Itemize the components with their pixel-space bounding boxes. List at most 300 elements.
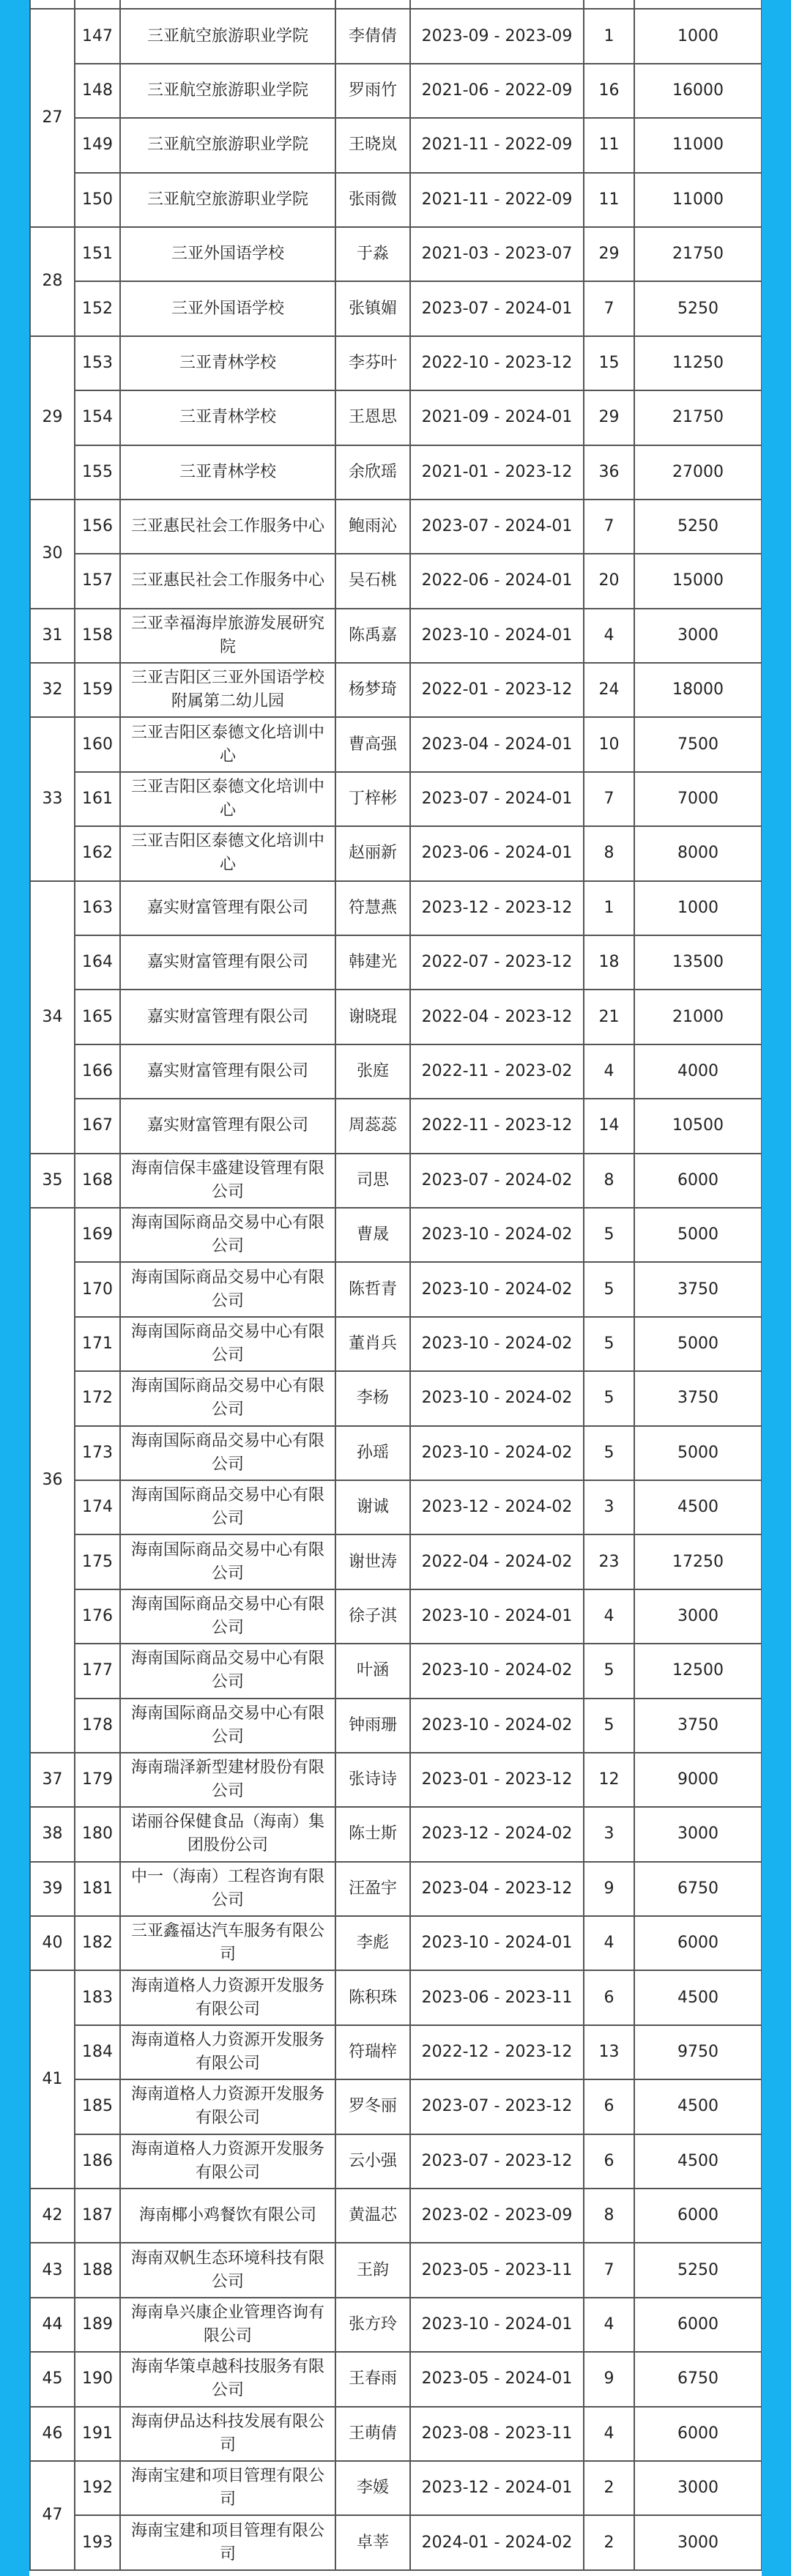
company-cell: 三亚航空旅游职业学院 [120, 173, 335, 227]
table-row [30, 1753, 762, 1807]
table-row [30, 990, 762, 1044]
seq-cell: 149 [75, 118, 120, 172]
name-cell: 曹晟 [335, 1208, 410, 1262]
months-cell: 5 [584, 1317, 634, 1371]
company-cell: 海南伊品达科技发展有限公司 [120, 2407, 335, 2461]
company-cell: 海南双帆生态环境科技有限公司 [120, 2243, 335, 2297]
period-cell: 2023-12 - 2023-12 [410, 881, 584, 935]
months-cell: 4 [584, 1589, 634, 1644]
months-cell: 6 [584, 1970, 634, 2024]
table-row [30, 1208, 762, 1262]
amount-cell: 4500 [634, 2134, 762, 2189]
period-cell: 2023-10 - 2024-01 [410, 1589, 584, 1644]
table-row [30, 609, 762, 663]
table-row [30, 554, 762, 608]
seq-cell: 182 [75, 1916, 120, 1970]
months-cell: 11 [584, 118, 634, 172]
amount-cell: 4500 [634, 1970, 762, 2024]
months-cell: 10 [584, 717, 634, 771]
name-cell: 张庭 [335, 1044, 410, 1099]
period-cell: 2023-07 - 2024-02 [410, 1154, 584, 1208]
period-cell: 2021-09 - 2024-01 [410, 390, 584, 445]
period-cell: 2023-10 - 2024-02 [410, 1371, 584, 1425]
table-row [30, 64, 762, 118]
company-cell: 海南宝建和项目管理有限公司 [120, 2515, 335, 2569]
name-cell: 罗雨竹 [335, 64, 410, 118]
seq-cell: 167 [75, 1099, 120, 1153]
seq-cell: 192 [75, 2461, 120, 2515]
company-cell: 嘉实财富管理有限公司 [120, 881, 335, 935]
name-cell: 王萌倩 [335, 2407, 410, 2461]
seq-cell: 176 [75, 1589, 120, 1644]
table-row [30, 1699, 762, 1753]
period-cell: 2023-10 - 2024-02 [410, 1317, 584, 1371]
amount-cell: 1000 [634, 9, 762, 63]
table-row [30, 2515, 762, 2569]
seq-cell: 150 [75, 173, 120, 227]
seq-cell: 191 [75, 2407, 120, 2461]
group-number-cell: 27 [30, 9, 75, 227]
name-cell: 于淼 [335, 227, 410, 281]
period-cell: 2022-06 - 2024-01 [410, 554, 584, 608]
months-cell: 5 [584, 1208, 634, 1262]
seq-cell: 172 [75, 1371, 120, 1425]
amount-cell: 5250 [634, 500, 762, 554]
amount-cell: 3750 [634, 1262, 762, 1316]
company-cell: 海南瑞泽新型建材股份有限公司 [120, 1753, 335, 1807]
period-cell: 2021-01 - 2023-12 [410, 445, 584, 500]
amount-cell: 6000 [634, 2298, 762, 2352]
months-cell: 9 [584, 2352, 634, 2406]
name-cell: 韩建光 [335, 935, 410, 990]
table-row [30, 1644, 762, 1698]
company-cell: 三亚惠民社会工作服务中心 [120, 554, 335, 608]
amount-cell: 6000 [634, 1916, 762, 1970]
seq-cell: 155 [75, 445, 120, 500]
months-cell: 4 [584, 1044, 634, 1099]
period-cell: 2023-07 - 2023-12 [410, 2079, 584, 2134]
company-cell: 三亚青林学校 [120, 445, 335, 500]
group-number-cell: 33 [30, 717, 75, 880]
group-number-cell: 40 [30, 1916, 75, 1970]
name-cell: 杨梦琦 [335, 663, 410, 717]
months-cell: 15 [584, 336, 634, 390]
table-row [30, 1970, 762, 2024]
group-number-cell: 34 [30, 881, 75, 1154]
table-row [30, 2189, 762, 2243]
months-cell: 7 [584, 772, 634, 826]
name-cell: 鲍雨沁 [335, 500, 410, 554]
months-cell: 11 [584, 173, 634, 227]
table-row [30, 1589, 762, 1644]
months-cell: 2 [584, 2461, 634, 2515]
name-cell: 王晓岚 [335, 118, 410, 172]
amount-cell: 13500 [634, 935, 762, 990]
amount-cell: 3750 [634, 1371, 762, 1425]
amount-cell: 21750 [634, 390, 762, 445]
amount-cell: 11000 [634, 118, 762, 172]
name-cell: 李倩倩 [335, 9, 410, 63]
period-cell: 2023-10 - 2024-02 [410, 1644, 584, 1698]
name-cell: 李杨 [335, 1371, 410, 1425]
seq-cell: 171 [75, 1317, 120, 1371]
table-row [30, 2025, 762, 2079]
period-cell: 2024-01 - 2024-02 [410, 2515, 584, 2569]
amount-cell: 6750 [634, 2352, 762, 2406]
seq-cell: 180 [75, 1807, 120, 1861]
company-cell: 三亚外国语学校 [120, 227, 335, 281]
company-cell: 海南道格人力资源开发服务有限公司 [120, 2025, 335, 2079]
period-cell: 2023-06 - 2023-11 [410, 1970, 584, 2024]
name-cell: 陈士斯 [335, 1807, 410, 1861]
company-cell: 三亚青林学校 [120, 390, 335, 445]
seq-cell: 174 [75, 1480, 120, 1534]
amount-cell: 12500 [634, 1644, 762, 1698]
company-cell: 三亚青林学校 [120, 336, 335, 390]
months-cell: 5 [584, 1644, 634, 1698]
seq-cell: 162 [75, 826, 120, 880]
seq-cell: 177 [75, 1644, 120, 1698]
period-cell: 2023-10 - 2024-01 [410, 2298, 584, 2352]
amount-cell: 9750 [634, 2025, 762, 2079]
table-row [30, 2352, 762, 2406]
seq-cell: 157 [75, 554, 120, 608]
amount-cell: 4000 [634, 1044, 762, 1099]
months-cell: 1 [584, 9, 634, 63]
table-row [30, 1154, 762, 1208]
name-cell: 董肖兵 [335, 1317, 410, 1371]
period-cell: 2023-05 - 2024-01 [410, 2352, 584, 2406]
group-number-cell: 37 [30, 1753, 75, 1807]
months-cell: 5 [584, 1371, 634, 1425]
seq-cell: 170 [75, 1262, 120, 1316]
months-cell: 5 [584, 1262, 634, 1316]
company-cell: 海南国际商品交易中心有限公司 [120, 1317, 335, 1371]
seq-cell: 147 [75, 9, 120, 63]
period-cell: 2023-02 - 2023-09 [410, 2189, 584, 2243]
amount-cell: 6750 [634, 1862, 762, 1916]
group-number-cell: 39 [30, 1862, 75, 1916]
company-cell: 三亚吉阳区泰德文化培训中心 [120, 826, 335, 880]
company-cell: 海南道格人力资源开发服务有限公司 [120, 2134, 335, 2189]
table-row [30, 445, 762, 500]
table-row [30, 1426, 762, 1480]
months-cell: 4 [584, 609, 634, 663]
period-cell: 2023-07 - 2023-12 [410, 2134, 584, 2189]
months-cell: 29 [584, 390, 634, 445]
company-cell: 诺丽谷保健食品（海南）集团股份公司 [120, 1807, 335, 1861]
table-row [30, 2298, 762, 2352]
period-cell: 2022-10 - 2023-12 [410, 336, 584, 390]
seq-cell: 185 [75, 2079, 120, 2134]
name-cell: 李媛 [335, 2461, 410, 2515]
company-cell: 海南国际商品交易中心有限公司 [120, 1208, 335, 1262]
seq-cell: 179 [75, 1753, 120, 1807]
name-cell: 吴石桃 [335, 554, 410, 608]
amount-cell: 3000 [634, 2461, 762, 2515]
months-cell: 23 [584, 1534, 634, 1589]
company-cell: 嘉实财富管理有限公司 [120, 1099, 335, 1153]
period-cell: 2022-04 - 2024-02 [410, 1534, 584, 1589]
months-cell: 4 [584, 2298, 634, 2352]
months-cell: 13 [584, 2025, 634, 2079]
period-cell: 2023-07 - 2024-01 [410, 772, 584, 826]
company-cell: 海南华策卓越科技服务有限公司 [120, 2352, 335, 2406]
table-row [30, 1371, 762, 1425]
period-cell: 2021-11 - 2022-09 [410, 118, 584, 172]
amount-cell: 5000 [634, 1426, 762, 1480]
period-cell: 2022-01 - 2023-12 [410, 663, 584, 717]
seq-cell: 148 [75, 64, 120, 118]
company-cell: 海南国际商品交易中心有限公司 [120, 1644, 335, 1698]
name-cell: 赵丽新 [335, 826, 410, 880]
amount-cell: 1000 [634, 881, 762, 935]
company-cell: 海南国际商品交易中心有限公司 [120, 1589, 335, 1644]
seq-cell: 168 [75, 1154, 120, 1208]
amount-cell: 4500 [634, 1480, 762, 1534]
table-row [30, 1534, 762, 1589]
amount-cell: 15000 [634, 554, 762, 608]
company-cell: 三亚航空旅游职业学院 [120, 118, 335, 172]
name-cell: 谢晓琨 [335, 990, 410, 1044]
group-number-cell: 47 [30, 2461, 75, 2570]
name-cell: 王韵 [335, 2243, 410, 2297]
name-cell: 丁梓彬 [335, 772, 410, 826]
name-cell: 张镇媚 [335, 281, 410, 335]
name-cell: 孙瑶 [335, 1426, 410, 1480]
months-cell: 4 [584, 1916, 634, 1970]
amount-cell: 5000 [634, 1317, 762, 1371]
period-cell: 2023-09 - 2023-09 [410, 9, 584, 63]
seq-cell: 166 [75, 1044, 120, 1099]
table-row [30, 1862, 762, 1916]
months-cell: 6 [584, 2134, 634, 2189]
company-cell: 三亚吉阳区泰德文化培训中心 [120, 717, 335, 771]
amount-cell: 8000 [634, 826, 762, 880]
seq-cell: 163 [75, 881, 120, 935]
company-cell: 嘉实财富管理有限公司 [120, 990, 335, 1044]
months-cell: 8 [584, 1154, 634, 1208]
table-row [30, 772, 762, 826]
name-cell: 司思 [335, 1154, 410, 1208]
amount-cell: 3000 [634, 1589, 762, 1644]
amount-cell: 3000 [634, 609, 762, 663]
period-cell: 2022-07 - 2023-12 [410, 935, 584, 990]
seq-cell: 178 [75, 1699, 120, 1753]
name-cell: 黄温芯 [335, 2189, 410, 2243]
amount-cell: 7500 [634, 717, 762, 771]
period-cell: 2021-06 - 2022-09 [410, 64, 584, 118]
table-row [30, 935, 762, 990]
period-cell: 2021-03 - 2023-07 [410, 227, 584, 281]
amount-cell: 4500 [634, 2079, 762, 2134]
table-row [30, 1317, 762, 1371]
company-cell: 三亚吉阳区泰德文化培训中心 [120, 772, 335, 826]
period-cell: 2023-12 - 2024-01 [410, 2461, 584, 2515]
group-number-cell: 45 [30, 2352, 75, 2406]
period-cell: 2023-10 - 2024-02 [410, 1426, 584, 1480]
company-cell: 海南信保丰盛建设管理有限公司 [120, 1154, 335, 1208]
name-cell: 曹高强 [335, 717, 410, 771]
company-cell: 海南道格人力资源开发服务有限公司 [120, 1970, 335, 2024]
amount-cell: 11000 [634, 173, 762, 227]
company-cell: 海南国际商品交易中心有限公司 [120, 1262, 335, 1316]
period-cell: 2023-04 - 2023-12 [410, 1862, 584, 1916]
company-cell: 海南国际商品交易中心有限公司 [120, 1371, 335, 1425]
period-cell: 2023-12 - 2024-02 [410, 1807, 584, 1861]
company-cell: 海南国际商品交易中心有限公司 [120, 1699, 335, 1753]
seq-cell: 181 [75, 1862, 120, 1916]
name-cell: 余欣瑶 [335, 445, 410, 500]
seq-cell: 161 [75, 772, 120, 826]
period-cell: 2023-01 - 2023-12 [410, 1753, 584, 1807]
seq-cell: 164 [75, 935, 120, 990]
table-row [30, 118, 762, 172]
seq-cell: 169 [75, 1208, 120, 1262]
group-number-cell: 44 [30, 2298, 75, 2352]
months-cell: 3 [584, 1807, 634, 1861]
amount-cell: 3750 [634, 1699, 762, 1753]
group-number-cell: 32 [30, 663, 75, 717]
months-cell: 9 [584, 1862, 634, 1916]
table-row [30, 227, 762, 281]
seq-cell: 186 [75, 2134, 120, 2189]
subsidy-table [29, 0, 762, 2571]
months-cell: 36 [584, 445, 634, 500]
months-cell: 16 [584, 64, 634, 118]
name-cell: 谢诚 [335, 1480, 410, 1534]
period-cell: 2023-07 - 2024-01 [410, 281, 584, 335]
seq-cell: 152 [75, 281, 120, 335]
seq-cell: 160 [75, 717, 120, 771]
seq-cell: 165 [75, 990, 120, 1044]
amount-cell: 11250 [634, 336, 762, 390]
seq-cell: 173 [75, 1426, 120, 1480]
seq-cell: 188 [75, 2243, 120, 2297]
period-cell: 2022-11 - 2023-02 [410, 1044, 584, 1099]
table-row [30, 2461, 762, 2515]
name-cell: 李彪 [335, 1916, 410, 1970]
period-cell: 2023-04 - 2024-01 [410, 717, 584, 771]
seq-cell: 175 [75, 1534, 120, 1589]
name-cell: 陈哲青 [335, 1262, 410, 1316]
period-cell: 2023-07 - 2024-01 [410, 500, 584, 554]
months-cell: 8 [584, 2189, 634, 2243]
group-number-cell: 36 [30, 1208, 75, 1753]
period-cell: 2023-10 - 2024-02 [410, 1699, 584, 1753]
name-cell: 周蕊蕊 [335, 1099, 410, 1153]
months-cell: 7 [584, 500, 634, 554]
period-cell: 2023-06 - 2024-01 [410, 826, 584, 880]
table-body [30, 0, 762, 2570]
months-cell: 29 [584, 227, 634, 281]
table-row [30, 826, 762, 880]
table-row [30, 1099, 762, 1153]
amount-cell: 21000 [634, 990, 762, 1044]
name-cell: 张方玲 [335, 2298, 410, 2352]
group-number-cell: 42 [30, 2189, 75, 2243]
company-cell: 三亚幸福海岸旅游发展研究院 [120, 609, 335, 663]
seq-cell: 187 [75, 2189, 120, 2243]
company-cell: 三亚航空旅游职业学院 [120, 9, 335, 63]
period-cell: 2023-10 - 2024-01 [410, 1916, 584, 1970]
months-cell: 12 [584, 1753, 634, 1807]
seq-cell: 193 [75, 2515, 120, 2569]
name-cell: 徐子淇 [335, 1589, 410, 1644]
period-cell: 2022-04 - 2023-12 [410, 990, 584, 1044]
amount-cell: 7000 [634, 772, 762, 826]
group-number-cell: 30 [30, 500, 75, 609]
months-cell: 3 [584, 1480, 634, 1534]
group-number-cell: 35 [30, 1154, 75, 1208]
table-row [30, 1916, 762, 1970]
table-row-partial [30, 0, 762, 9]
name-cell: 李芬叶 [335, 336, 410, 390]
months-cell: 1 [584, 881, 634, 935]
table-row [30, 1044, 762, 1099]
name-cell: 张诗诗 [335, 1753, 410, 1807]
months-cell: 7 [584, 2243, 634, 2297]
table-row [30, 173, 762, 227]
company-cell: 三亚外国语学校 [120, 281, 335, 335]
amount-cell: 6000 [634, 2407, 762, 2461]
name-cell: 谢世涛 [335, 1534, 410, 1589]
period-cell: 2023-10 - 2024-01 [410, 609, 584, 663]
company-cell: 海南国际商品交易中心有限公司 [120, 1534, 335, 1589]
amount-cell: 3000 [634, 1807, 762, 1861]
table-row [30, 2079, 762, 2134]
seq-cell: 183 [75, 1970, 120, 2024]
seq-cell: 159 [75, 663, 120, 717]
company-cell: 三亚航空旅游职业学院 [120, 64, 335, 118]
period-cell: 2023-10 - 2024-02 [410, 1262, 584, 1316]
table-row [30, 500, 762, 554]
period-cell: 2022-12 - 2023-12 [410, 2025, 584, 2079]
group-number-cell: 43 [30, 2243, 75, 2297]
company-cell: 嘉实财富管理有限公司 [120, 935, 335, 990]
company-cell: 嘉实财富管理有限公司 [120, 1044, 335, 1099]
seq-cell: 190 [75, 2352, 120, 2406]
period-cell: 2023-10 - 2024-02 [410, 1208, 584, 1262]
seq-cell: 184 [75, 2025, 120, 2079]
group-number-cell: 38 [30, 1807, 75, 1861]
months-cell: 18 [584, 935, 634, 990]
name-cell: 卓莘 [335, 2515, 410, 2569]
months-cell: 6 [584, 2079, 634, 2134]
group-number-cell: 28 [30, 227, 75, 336]
seq-cell: 189 [75, 2298, 120, 2352]
name-cell: 陈积珠 [335, 1970, 410, 2024]
months-cell: 21 [584, 990, 634, 1044]
table-sheet [29, 0, 762, 2576]
table-row [30, 2407, 762, 2461]
company-cell: 中一（海南）工程咨询有限公司 [120, 1862, 335, 1916]
name-cell: 钟雨珊 [335, 1699, 410, 1753]
company-cell: 海南阜兴康企业管理咨询有限公司 [120, 2298, 335, 2352]
name-cell: 符瑞梓 [335, 2025, 410, 2079]
amount-cell: 21750 [634, 227, 762, 281]
period-cell: 2023-05 - 2023-11 [410, 2243, 584, 2297]
table-row [30, 9, 762, 63]
months-cell: 14 [584, 1099, 634, 1153]
amount-cell: 3000 [634, 2515, 762, 2569]
months-cell: 5 [584, 1699, 634, 1753]
name-cell: 叶涵 [335, 1644, 410, 1698]
company-cell: 海南道格人力资源开发服务有限公司 [120, 2079, 335, 2134]
name-cell: 王春雨 [335, 2352, 410, 2406]
months-cell: 2 [584, 2515, 634, 2569]
amount-cell: 9000 [634, 1753, 762, 1807]
